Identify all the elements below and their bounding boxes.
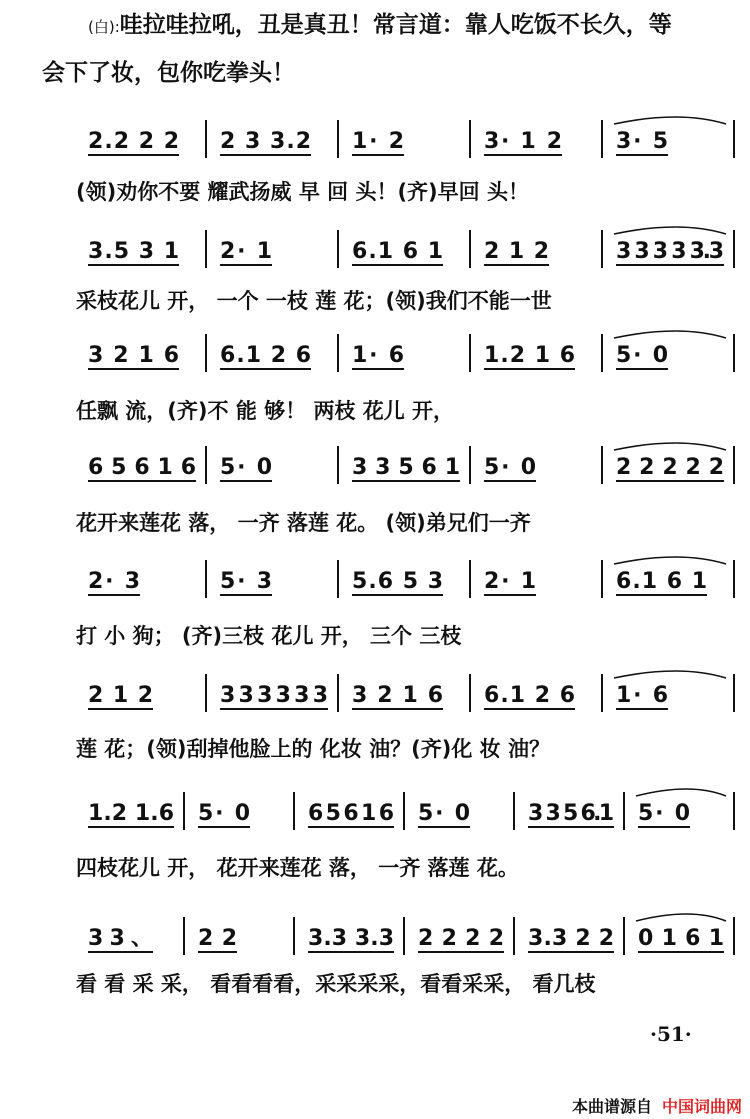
measure: 2· 1 — [220, 239, 272, 264]
measure: 2 2 — [198, 926, 237, 951]
notes-staff — [76, 558, 736, 628]
lyric-row-4: 花开来莲花 落， 一齐 落莲 花。 (领)弟兄们一齐 — [76, 511, 531, 535]
measure: 1· 6 — [352, 343, 404, 368]
measure: 1.2 1.6 — [88, 801, 174, 826]
notes-staff — [76, 672, 736, 742]
notes-row-4 — [76, 444, 736, 514]
slur-arc — [614, 227, 726, 234]
lyric-row-5: 打 小 狗； (齐)三枝 花儿 开， 三个 三枝 — [76, 624, 462, 648]
intro-text-1: 哇拉哇拉吼，丑是真丑！常言道：靠人吃饭不长久，等 — [119, 12, 672, 38]
measure: 2 1 2 — [88, 683, 153, 708]
intro-line-2 — [42, 62, 682, 85]
measure: 3 2 1 6 — [88, 343, 179, 368]
measure: 1· 6 — [616, 683, 668, 708]
measure: 5· 0 — [198, 801, 250, 826]
measure: 6.1 2 6 — [484, 683, 575, 708]
intro-label: (白): — [88, 18, 120, 36]
measure: 6 5 6 1 6 — [88, 455, 196, 480]
measure: 0 1 6 1 — [638, 926, 724, 951]
measure: 6.1 6 1 — [616, 569, 707, 594]
page-number: ·51· — [650, 1022, 692, 1046]
measure: 5· 0 — [484, 455, 536, 480]
measure: 3.3 2 2 — [528, 926, 614, 951]
footer — [572, 1094, 742, 1117]
notes-staff — [76, 444, 736, 514]
measure: 2 2 2 2 2 — [616, 455, 724, 480]
measure: 3· 5 — [616, 129, 668, 154]
measure: 2 2 2 2 — [418, 926, 504, 951]
measure: 6.1 2 6 — [220, 343, 311, 368]
measure: 3 3 3 3 3.3 — [616, 239, 724, 264]
measure: 3 3 3 3 3 3 — [220, 683, 328, 708]
footer-site: 中国词曲网 — [661, 1097, 742, 1116]
measure: 2 3 3.2 — [220, 129, 311, 154]
measure: 5· 0 — [638, 801, 690, 826]
slur-arc — [614, 331, 726, 338]
lyric-row-3: 任飘 流，(齐)不 能 够！ 两枝 花儿 开， — [76, 399, 455, 423]
slur-arc — [614, 443, 726, 450]
lyric-row-2: 采枝花儿 开， 一个 一枝 莲 花；(领)我们不能一世 — [76, 289, 552, 313]
measure: 3 3 5 6 1 — [352, 455, 460, 480]
measure: 3.3 3.3 — [308, 926, 394, 951]
measure: 3.5 3 1 — [88, 239, 179, 264]
intro-text-2: 会下了妆，包你吃拳头！ — [42, 60, 295, 86]
measure: 2 1 2 — [484, 239, 549, 264]
measure: 2· 1 — [484, 569, 536, 594]
slur-arc — [614, 671, 726, 678]
slur-arc — [614, 557, 726, 564]
measure: 5· 3 — [220, 569, 272, 594]
slur-arc — [636, 914, 726, 921]
measure: 3 3 、 — [88, 926, 153, 951]
measure: 3· 1 2 — [484, 129, 562, 154]
measure: 2.2 2 2 — [88, 129, 179, 154]
measure: 2· 3 — [88, 569, 140, 594]
lyric-row-8: 看 看 采 采， 看看看看，采采采采，看看采采， 看几枝 — [76, 972, 596, 996]
measure: 6.1 6 1 — [352, 239, 443, 264]
measure: 5· 0 — [418, 801, 470, 826]
intro-line-1 — [88, 14, 728, 37]
measure: 3 2 1 6 — [352, 683, 443, 708]
measure: 1.2 1 6 — [484, 343, 575, 368]
measure: 5· 0 — [220, 455, 272, 480]
slur-arc — [636, 789, 726, 796]
measure: 5· 0 — [616, 343, 668, 368]
measure: 5.6 5 3 — [352, 569, 443, 594]
notes-row-6 — [76, 672, 736, 742]
lyric-row-6: 莲 花；(领)刮掉他脸上的 化妆 油？(齐)化 妆 油？ — [76, 737, 550, 761]
lyric-row-1: (领)劝你不要 耀武扬威 早 回 头！(齐)早回 头！ — [76, 180, 529, 204]
notes-row-3 — [76, 332, 736, 402]
measure: 6 5 6 1 6 — [308, 801, 394, 826]
slur-arc — [614, 117, 726, 124]
notes-staff — [76, 332, 736, 402]
notes-row-7 — [76, 790, 736, 860]
measure: 1· 2 — [352, 129, 404, 154]
notes-staff — [76, 790, 736, 860]
lyric-row-7: 四枝花儿 开， 花开来莲花 落， 一齐 落莲 花。 — [76, 856, 519, 880]
footer-source: 本曲谱源自 — [571, 1097, 652, 1116]
measure: 3 3 5 6.1 — [528, 801, 614, 826]
notes-row-5 — [76, 558, 736, 628]
